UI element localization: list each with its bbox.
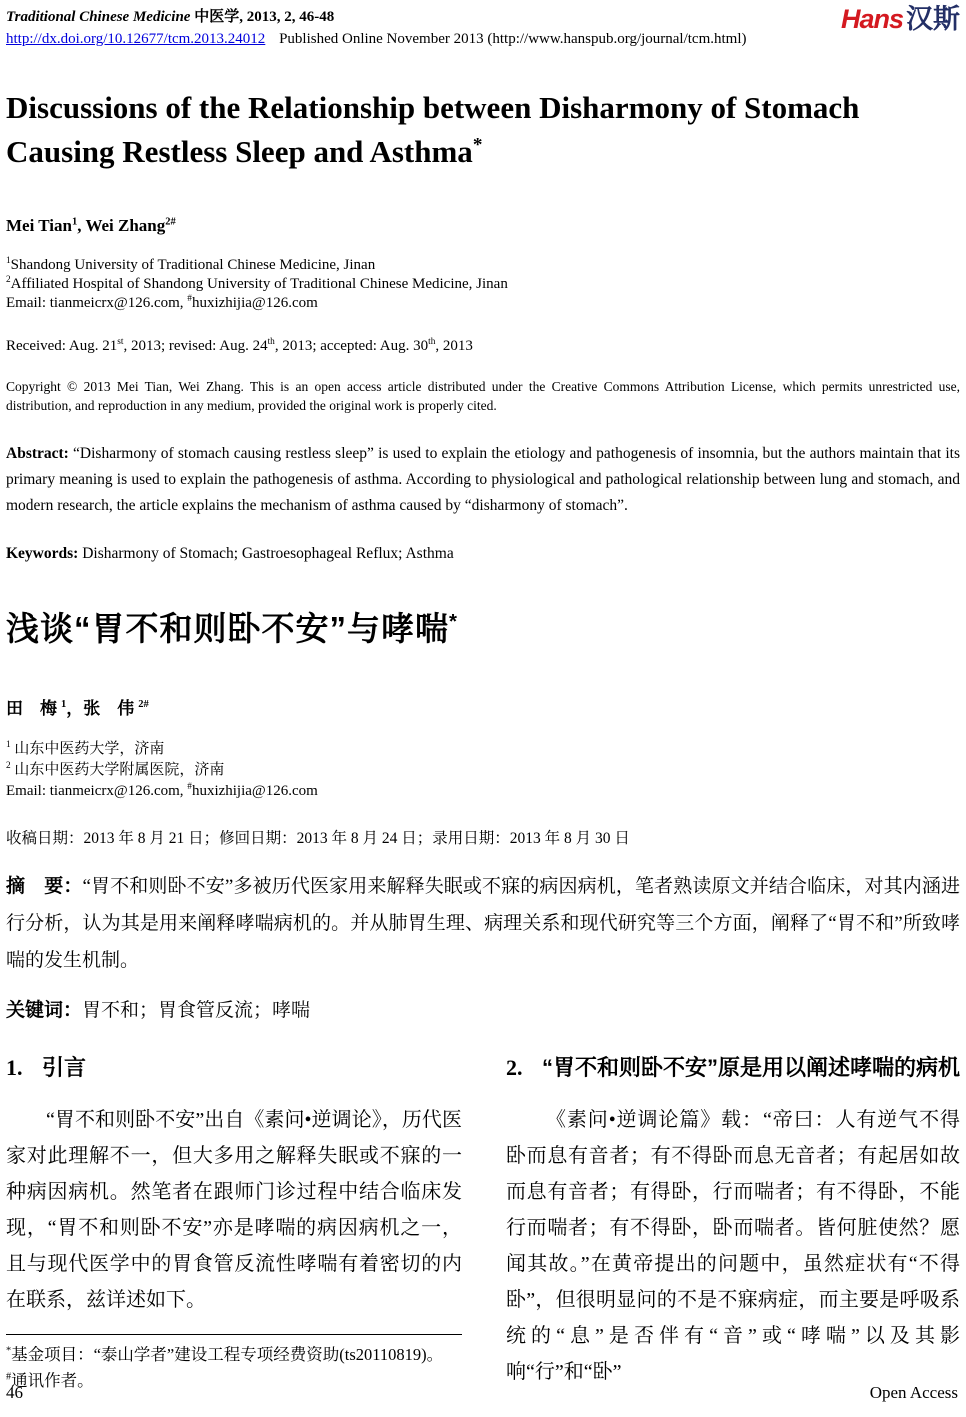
authors-cn bbox=[6, 694, 960, 719]
article-title-en-text: Discussions of the Relationship between Disharmony of Stomach Causing Restless Sleep and Asthma bbox=[6, 90, 860, 169]
section-2-number: 2. bbox=[506, 1055, 523, 1080]
doi-link[interactable]: http://dx.doi.org/10.12677/tcm.2013.24012 bbox=[6, 31, 266, 47]
email-line-en bbox=[6, 294, 960, 313]
journal-name: Traditional Chinese Medicine bbox=[6, 9, 191, 25]
article-title-cn bbox=[6, 603, 960, 650]
footnote-corresponding-mark: # bbox=[6, 1371, 12, 1383]
keywords-en bbox=[6, 545, 960, 563]
page-header bbox=[6, 6, 960, 50]
footnote-corresponding-text: 通讯作者。 bbox=[11, 1371, 94, 1390]
keywords-text-en: Disharmony of Stomach; Gastroesophageal Reflux; Asthma bbox=[78, 545, 454, 562]
affiliation-en-2-mark: 2 bbox=[6, 275, 11, 285]
hans-logo-chinese: 汉斯 bbox=[906, 4, 960, 34]
affiliation-cn-2-mark: 2 bbox=[6, 761, 11, 771]
abstract-label-cn: 摘 要： bbox=[6, 876, 83, 897]
keywords-label-en: Keywords: bbox=[6, 545, 79, 562]
doi-line bbox=[6, 28, 747, 50]
keywords-text-cn: 胃不和；胃食管反流；哮喘 bbox=[82, 1000, 311, 1021]
email-suffix-cn: huxizhijia@126.com bbox=[191, 783, 318, 799]
open-access-label: Open Access bbox=[869, 1383, 958, 1402]
footnote-funding-text: 基金项目：“泰山学者”建设工程专项经费资助(ts20110819)。 bbox=[11, 1345, 444, 1364]
author-en-1: Mei Tian bbox=[6, 216, 72, 235]
page-number: 46 bbox=[6, 1383, 23, 1402]
footnote-funding-mark: * bbox=[6, 1345, 12, 1357]
author-en-2: Wei Zhang bbox=[85, 216, 166, 235]
author-en-2-affil-mark: 2# bbox=[165, 216, 176, 228]
received-sup-2: th bbox=[267, 337, 275, 347]
published-info: Published Online November 2013 (http://www.hanspub.org/journal/tcm.html) bbox=[279, 31, 747, 47]
author-en-separator: , bbox=[77, 216, 86, 235]
author-cn-1-affil-mark: 1 bbox=[61, 699, 67, 711]
affiliations-en bbox=[6, 256, 960, 313]
received-run-1: Received: Aug. 21 bbox=[6, 338, 118, 354]
received-sup-3: th bbox=[428, 337, 436, 347]
hans-publisher-logo bbox=[841, 6, 960, 33]
journal-issue-info: 中医学, 2013, 2, 46-48 bbox=[190, 9, 335, 25]
abstract-label-en: Abstract: bbox=[6, 445, 69, 462]
keywords-label-cn: 关键词： bbox=[6, 1000, 83, 1021]
title-footnote-mark-en: * bbox=[472, 134, 483, 156]
affiliation-en-1-text: Shandong University of Traditional Chinese Medicine, Jinan bbox=[10, 257, 376, 273]
left-column bbox=[6, 1052, 462, 1394]
affiliation-cn-2-text: 山东中医药大学附属医院，济南 bbox=[10, 762, 225, 778]
section-2-heading bbox=[506, 1052, 960, 1084]
right-column bbox=[506, 1052, 960, 1394]
title-footnote-mark-cn: * bbox=[449, 610, 458, 633]
received-dates-en bbox=[6, 338, 960, 355]
email-mark-en: # bbox=[187, 294, 192, 304]
affiliation-en-2-text: Affiliated Hospital of Shandong University of Traditional Chinese Medicine, Jinan bbox=[10, 276, 508, 292]
email-mark-cn: # bbox=[187, 782, 192, 792]
email-suffix-en: huxizhijia@126.com bbox=[191, 295, 318, 311]
affiliation-cn-1 bbox=[6, 739, 960, 760]
affiliation-cn-2 bbox=[6, 760, 960, 781]
email-prefix-cn: Email: tianmeicrx@126.com, bbox=[6, 783, 188, 799]
article-title-en bbox=[6, 86, 960, 174]
email-prefix-en: Email: tianmeicrx@126.com, bbox=[6, 295, 188, 311]
hans-logo-latin: Hans bbox=[840, 4, 903, 34]
affiliation-cn-1-text: 山东中医药大学，济南 bbox=[10, 741, 165, 757]
article-title-cn-text: 浅谈“胃不和则卧不安”与哮喘 bbox=[6, 610, 449, 647]
received-sup-1: st bbox=[117, 337, 124, 347]
abstract-text-en: “Disharmony of stomach causing restless sleep” is used to explain the etiology and pathogenesis of insomnia, but the authors maintain that its primary meaning is used to explain the pathogenesis of asthma. According to physiological and pathological relationship between lung and stomach, and modern research, the article explains the mechanism of asthma caused by “disharmony of stomach”. bbox=[6, 445, 960, 514]
section-1-paragraph: “胃不和则卧不安”出自《素问•逆调论》，历代医家对此理解不一，但大多用之解释失眠或不寐的一种病因病机。然笔者在跟师门诊过程中结合临床发现，“胃不和则卧不安”亦是哮喘的病因病机之一，且与现代医学中的胃食管反流性哮喘有着密切的内在联系，兹详述如下。 bbox=[6, 1109, 462, 1311]
section-1-title: 引言 bbox=[42, 1055, 87, 1080]
footnote-funding bbox=[6, 1342, 462, 1368]
abstract-en bbox=[6, 441, 960, 519]
abstract-cn bbox=[6, 868, 960, 979]
author-cn-separator: ，张 伟 bbox=[66, 699, 135, 718]
section-1-heading bbox=[6, 1052, 462, 1084]
author-cn-2-affil-mark: 2# bbox=[138, 699, 149, 711]
received-run-4: , 2013 bbox=[435, 338, 473, 354]
two-column-body bbox=[6, 1052, 960, 1394]
received-run-2: , 2013; revised: Aug. 24 bbox=[123, 338, 268, 354]
author-cn-1: 田 梅 bbox=[6, 699, 57, 718]
keywords-cn bbox=[6, 995, 960, 1022]
abstract-text-cn: “胃不和则卧不安”多被历代医家用来解释失眠或不寐的病因病机，笔者熟读原文并结合临床，对其内涵进行分析，认为其是用来阐释哮喘病机的。并从肺胃生理、病理关系和现代研究等三个方面，阐释了“胃不和”所致哮喘的发生机制。 bbox=[6, 876, 960, 971]
affiliation-en-2 bbox=[6, 275, 960, 294]
journal-title-line bbox=[6, 6, 747, 28]
section-2-title: “胃不和则卧不安”原是用以阐述哮喘的病机 bbox=[542, 1055, 961, 1080]
section-1-number: 1. bbox=[6, 1055, 23, 1080]
received-run-3: , 2013; accepted: Aug. 30 bbox=[274, 338, 429, 354]
author-en-1-affil-mark: 1 bbox=[71, 216, 78, 228]
section-2-paragraph: 《素问•逆调论篇》载：“帝曰：人有逆气不得卧而息有音者；有不得卧而息无音者；有起居如故而息有音者；有得卧，行而喘者；有不得卧，不能行而喘者；有不得卧，卧而喘者。皆何脏使然？愿闻其故。”在黄帝提出的问题中，虽然症状有“不得卧”，但很明显问的不是不寐病症，而主要是呼吸系统的“息”是否伴有“音”或“哮喘”以及其影响“行”和“卧” bbox=[506, 1109, 960, 1383]
affiliation-cn-1-mark: 1 bbox=[6, 740, 11, 750]
affiliations-cn bbox=[6, 739, 960, 802]
affiliation-en-1 bbox=[6, 256, 960, 275]
copyright-notice: Copyright © 2013 Mei Tian, Wei Zhang. This is an open access article distributed under the Creative Commons Attribution License, which permits unrestricted use, distribution, and reproduction in any medium, provided the original work is properly cited. bbox=[6, 379, 960, 413]
email-line-cn bbox=[6, 781, 960, 802]
page-footer bbox=[6, 1383, 958, 1403]
submission-dates-cn: 收稿日期：2013 年 8 月 21 日；修回日期：2013 年 8 月 24 日；录用日期：2013 年 8 月 30 日 bbox=[6, 830, 630, 847]
affiliation-en-1-mark: 1 bbox=[6, 256, 11, 266]
authors-en bbox=[6, 216, 960, 236]
journal-info-block bbox=[6, 6, 747, 50]
